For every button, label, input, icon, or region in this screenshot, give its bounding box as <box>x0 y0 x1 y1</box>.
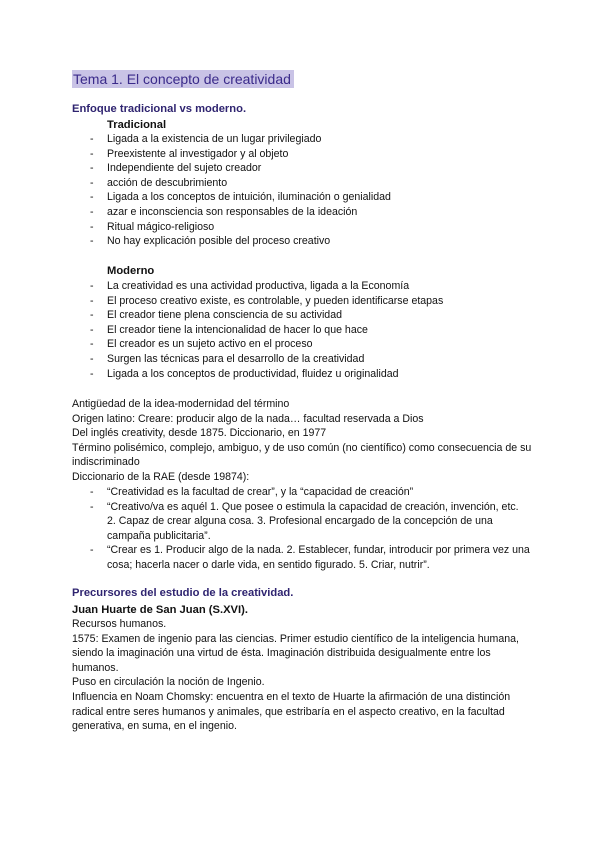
history-line: Origen latino: Creare: producir algo de la nada… facultad reservada a Dios <box>72 412 424 425</box>
precursor-line: 1575: Examen de ingenio para las ciencias. Primer estudio científico de la inteligencia humana, siendo la imaginación una virtud de ésta. Imaginación distribuida desigualmente entre los humanos. <box>72 632 519 674</box>
list-item: - Independiente del sujeto creador <box>90 161 391 176</box>
list-item: - La creatividad es una actividad productiva, ligada a la Economía <box>90 279 443 294</box>
list-item: - Ritual mágico-religioso <box>90 220 391 235</box>
history-line: Término polisémico, complejo, ambiguo, y de uso común (no científico) como consecuencia de su indiscriminado <box>72 441 532 469</box>
precursor-paragraphs <box>72 617 534 734</box>
list-item: - Preexistente al investigador y al objeto <box>90 147 391 162</box>
list-item: - acción de descubrimiento <box>90 176 391 191</box>
subheading-modern: Moderno <box>107 265 155 277</box>
precursor-line: Puso en circulación la noción de Ingenio. <box>72 676 265 689</box>
precursor-line: Recursos humanos. <box>72 618 167 630</box>
rae-definitions-list <box>90 485 530 573</box>
history-line: Del inglés creativity, desde 1875. Diccionario, en 1977 <box>72 427 327 440</box>
section-heading-approaches: Enfoque tradicional vs moderno. <box>72 103 247 115</box>
list-item: - El proceso creativo existe, es controlable, y pueden identificarse etapas <box>90 294 443 309</box>
list-item: - El creador tiene la intencionalidad de hacer lo que hace <box>90 323 443 338</box>
definition-item: - “Creatividad es la facultad de crear”, y la “capacidad de creación” <box>90 485 530 500</box>
list-item: - azar e inconsciencia son responsables de la ideación <box>90 205 391 220</box>
list-item: - El creador es un sujeto activo en el proceso <box>90 337 443 352</box>
traditional-list <box>90 132 391 249</box>
page-title: Tema 1. El concepto de creatividad <box>72 70 294 88</box>
subheading-traditional: Tradicional <box>107 119 167 131</box>
list-item: - Surgen las técnicas para el desarrollo de la creatividad <box>90 352 443 367</box>
modern-list <box>90 279 443 381</box>
list-item: - Ligada a los conceptos de productividad, fluidez u originalidad <box>90 367 443 382</box>
history-line: Diccionario de la RAE (desde 19874): <box>72 470 250 483</box>
list-item: - No hay explicación posible del proceso creativo <box>90 234 391 249</box>
definition-item: - “Creativo/va es aquél 1. Que posee o estimula la capacidad de creación, invención, etc. 2. Capaz de crear alguna cosa. 3. Profesional encargado de la concepción de una campaña publicitaria”. <box>90 500 530 544</box>
precursor-line: Influencia en Noam Chomsky: encuentra en el texto de Huarte la afirmación de una distinción radical entre seres humanos y animales, que estribaría en el aspecto creativo, en la facultad generativa, en suma, en el ingenio. <box>72 690 511 733</box>
list-item: - Ligada a la existencia de un lugar privilegiado <box>90 132 391 147</box>
section-heading-precursors: Precursores del estudio de la creatividad. <box>72 587 294 599</box>
list-item: - El creador tiene plena consciencia de su actividad <box>90 308 443 323</box>
definition-item: - “Crear es 1. Producir algo de la nada. 2. Establecer, fundar, introducir por primera vez una cosa; hacerla nacer o darle vida, en sentido figurado. 5. Criar, nutrir”. <box>90 543 530 572</box>
history-line: Antigüedad de la idea-modernidad del término <box>72 398 290 410</box>
person-name: Juan Huarte de San Juan (S.XVI). <box>72 604 248 616</box>
history-paragraphs <box>72 397 534 485</box>
list-item: - Ligada a los conceptos de intuición, iluminación o genialidad <box>90 190 391 205</box>
